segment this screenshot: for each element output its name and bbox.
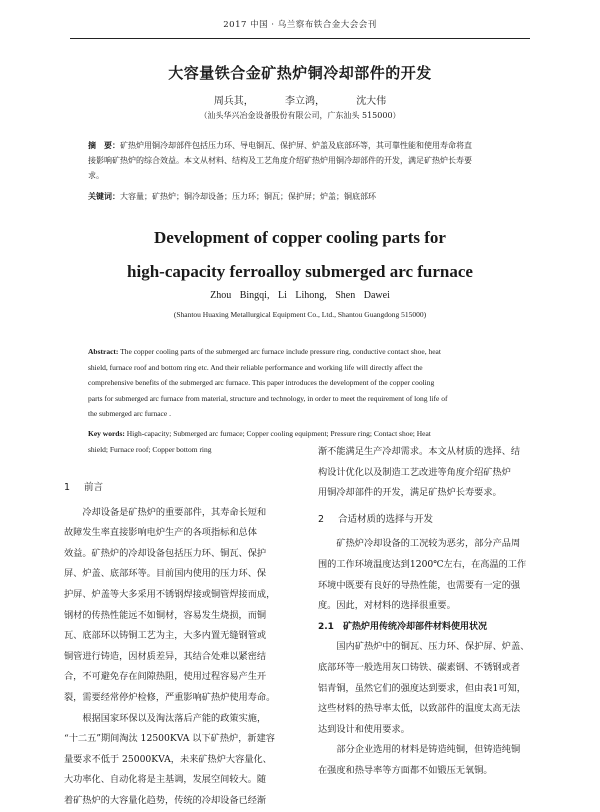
paragraph: 根据国家环保以及淘汰落后产能的政策实施， “十二五”期间淘汰 12500KVA 以下矿热炉，新建容 量要求不低于 25000KVA，未来矿热炉大容量化、 大功率化、自动化将是主基调，发展空间较大。随 着矿热炉的大容量化趋势，传统的冷却设备已经渐 — [64, 712, 275, 806]
body-right-column — [318, 442, 554, 782]
english-title-line-1: Development of copper cooling parts for — [154, 228, 446, 247]
running-header: 2017 中国 · 乌兰察布铁合金大会会刊 — [223, 20, 377, 30]
english-authors — [0, 290, 600, 301]
abstract-line: shield, furnace roof and bottom ring etc. And their reliable performance and working life will directly affect the — [88, 362, 423, 372]
abstract-label: Abstract: — [88, 347, 119, 356]
chinese-authors — [0, 92, 600, 107]
chinese-keywords — [88, 189, 516, 204]
paragraph: 渐不能满足生产冷却需求。本文从材质的选择、结 构设计优化以及制造工艺改进等角度介绍矿热炉 用铜冷却部件的开发，满足矿热炉长寿要求。 — [318, 446, 521, 499]
header-rule — [70, 38, 530, 39]
abstract-line: 摘 要：矿热炉用铜冷却部件包括压力环、导电铜瓦、保护屏、炉盖及底部环等，其可靠性能和使用寿命将直 — [88, 141, 472, 150]
keywords-label: 关键词： — [88, 192, 120, 201]
abstract-line: Abstract: The copper cooling parts of the submerged arc furnace include pressure ring, conductive contact shoe, heat — [88, 347, 441, 356]
author-name: Li Lihong, — [277, 290, 327, 301]
author-name: Zhou Bingqi, — [210, 290, 270, 301]
chinese-abstract — [88, 138, 516, 183]
english-title-line-2: high-capacity ferroalloy submerged arc furnace — [127, 262, 473, 281]
abstract-line: comprehensive benefits of the submerged arc furnace. This paper introduces the development of the copper cooling — [88, 378, 435, 387]
keywords-text: 大容量；矿热炉；铜冷却设备；压力环；铜瓦；保护屏；炉盖；铜底部环 — [120, 192, 376, 201]
english-abstract — [88, 344, 518, 422]
abstract-line: 接影响矿热炉的综合效益。本文从材料、结构及工艺角度介绍矿热炉用铜冷却部件的开发，满足矿热炉长寿要 — [88, 156, 472, 165]
section-heading: 1 前言 — [64, 482, 104, 493]
abstract-line: 求。 — [88, 171, 104, 180]
section-heading: 2 合适材质的选择与开发 — [318, 513, 434, 525]
subsection-heading: 2.1 矿热炉用传统冷却部件材料使用状况 — [318, 621, 487, 632]
abstract-label: 摘 要： — [88, 141, 120, 150]
paragraph: 冷却设备是矿热炉的重要部件，其寿命长短和 故障发生率直接影响电炉生产的各项指标和总体 效益。矿热炉的冷却设备包括压力环、铜瓦、保护 屏、炉盖、底部环等。目前国内使用的压力环、保 护屏、炉盖等大多采用不锈钢焊接或铜管焊接而成， 钢材的传热性能远不如铜材，容易发生烧损，而铜 瓦、底部环以铸铜工艺为主，大多内置无缝钢管或 铜管进行铸造，因材质差异，其结合处难以紧密结 合，不可避免存在间隙热阻，使用过程容易产生开 裂，需要经常停炉检修，严重影响矿热炉使用寿命。 — [64, 506, 276, 703]
author-name: Shen Dawei — [335, 290, 390, 301]
author-name: 周兵其， — [213, 96, 254, 107]
paragraph: 部分企业选用的材料是铸造纯铜，但铸造纯铜 在强度和热导率等方面都不如锻压无氧铜。 — [318, 744, 521, 776]
paragraph: 国内矿热炉中的铜瓦、压力环、保护屏、炉盖、 底部环等一般选用灰口铸铁、碳素钢、不锈钢或者 铝青铜，虽然它们的强度达到要求，但由表1可知， 这些材料的热导率太低，以致部件的温度太高无法 达到设计和使用要求。 — [318, 641, 530, 735]
chinese-title: 大容量铁合金矿热炉铜冷却部件的开发 — [168, 64, 432, 82]
keywords-label: Key words: — [88, 429, 125, 438]
english-affiliation: (Shantou Huaxing Metallurgical Equipment Co., Ltd., Shantou Guangdong 515000) — [173, 310, 427, 319]
author-name: 李立鸿， — [285, 96, 325, 107]
chinese-affiliation: （汕头华兴冶金设备股份有限公司，广东汕头 515000） — [199, 111, 401, 120]
abstract-line: the submerged arc furnace . — [88, 409, 171, 418]
paragraph: 矿热炉冷却设备的工况较为恶劣，部分产品周 围的工作环境温度达到1200℃左右，在高温的工作 环境中既要有良好的导热性能，也需要有一定的强 度。因此，对材料的选择很重要。 — [318, 538, 527, 612]
abstract-line: parts for submerged arc furnace from material, structure and technology, in order to meet the requirement of long life of — [88, 393, 448, 403]
english-keywords: Key words: High-capacity; Submerged arc furnace; Copper cooling equipment; Pressure ring; Contact shoe; Heat shield; Furnace roof; Copper bottom ring — [88, 429, 431, 454]
body-left-column — [64, 478, 304, 812]
author-name: 沈大伟 — [356, 96, 387, 107]
